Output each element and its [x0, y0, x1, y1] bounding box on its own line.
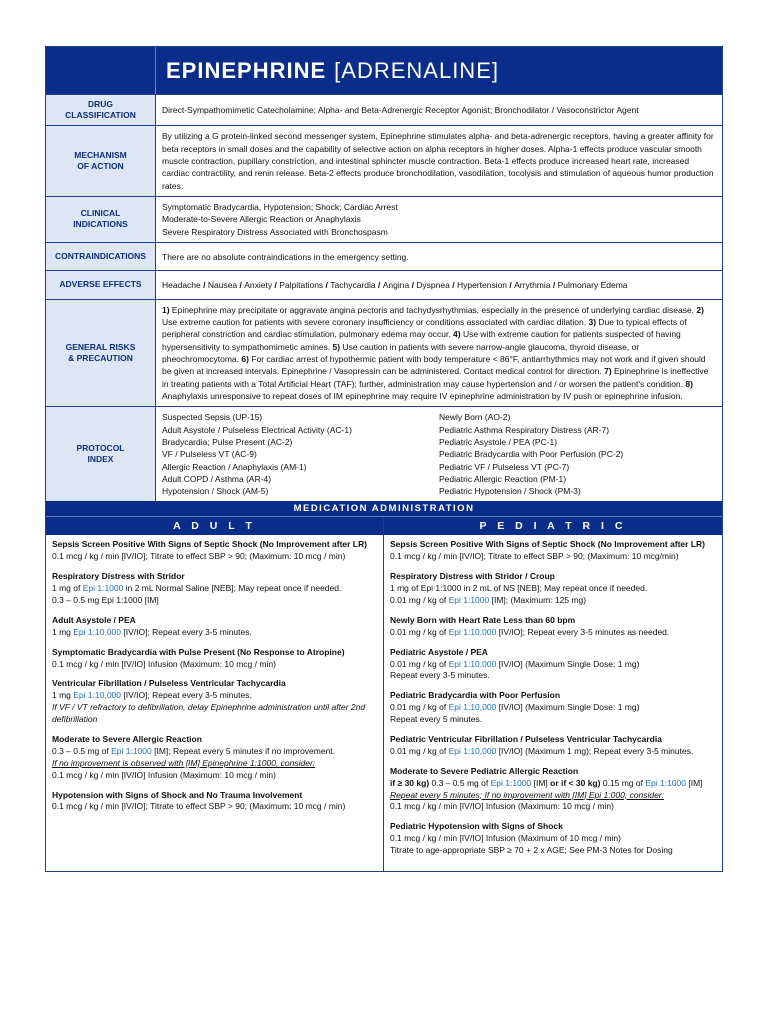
risk-text: Epinephrine may precipitate or aggravate angina pectoris and tachydysrhythmias, especially in the presence of underlying cardiac disease. [169, 304, 697, 315]
adverse-separator: / [375, 280, 383, 291]
risk-text: Use extreme caution for patients with severe coronary insufficiency or conditions associated with cardiac dilation. [162, 317, 589, 328]
dosing-entry [390, 539, 716, 563]
protocol-item: Allergic Reaction / Anaphylaxis (AM-1) [162, 461, 307, 472]
dosing-text: Titrate to age-appropriate SBP ≥ 70 + 2 x AGE; See PM-3 Notes for Dosing [390, 845, 673, 856]
row-adverse-effects [46, 271, 722, 299]
epi-concentration: Epi 1:1000 [645, 777, 686, 788]
dosing-heading: Pediatric Bradycardia with Poor Perfusion [390, 690, 561, 701]
dosing-line [390, 790, 716, 802]
protocol-column-left [162, 411, 439, 497]
dosing-text: [IV/IO] (Maximum Single Dose: 1 mg) [496, 658, 640, 669]
epi-concentration: Epi 1:1000 [111, 745, 152, 756]
row-protocol-index [46, 407, 722, 501]
adverse-separator: / [323, 280, 331, 291]
dosing-line [390, 845, 716, 857]
dosing-line [52, 758, 377, 770]
dosing-line [52, 770, 377, 782]
adverse-effects-list [156, 271, 722, 298]
protocol-item: Suspected Sepsis (UP-15) [162, 412, 263, 423]
adverse-effect-item: Anxiety [244, 280, 273, 291]
row-contraindications [46, 243, 722, 271]
indications-list [156, 197, 722, 242]
drug-title [156, 47, 722, 94]
dosing-entry [52, 647, 377, 671]
adverse-effect-item: Pulmonary Edema [557, 280, 628, 291]
dosing-heading: Pediatric Ventricular Fibrillation / Pulseless Ventricular Tachycardia [390, 734, 662, 745]
risk-text: Anaphylaxis unresponsive to repeat doses of IM epinephrine may require IV epinephrine administration by IV push or epinephrine infusion. [162, 390, 683, 401]
indication-item: Severe Respiratory Distress Associated with Bronchospasm [162, 226, 388, 237]
risk-number: 1) [162, 304, 170, 315]
protocol-item: Adult COPD / Asthma (AR-4) [162, 473, 272, 484]
dosing-text: If VF / VT refractory to defibrillation, delay Epinephrine administration until after 2nd defibrillation [52, 702, 366, 725]
risk-text: Due to typical effects of peripheral constriction and cardiac stimulation, pulmonary edema may occur. [162, 317, 687, 340]
dosing-line [52, 551, 377, 563]
adverse-effect-item: Dyspnea [416, 280, 450, 291]
risk-text: Epinephrine is ineffective in treating patients with a Total Artificial Heart (TAF); further, administration may cause hypertension and / or worsen the patient's condition. [162, 366, 709, 389]
dosing-heading: Moderate to Severe Allergic Reaction [52, 734, 202, 745]
risk-number: 7) [604, 366, 612, 377]
dosing-text: 0.01 mg / kg of [390, 595, 449, 605]
dosing-heading: Sepsis Screen Positive With Signs of Septic Shock (No Improvement after LR) [52, 539, 367, 550]
protocol-item: Adult Asystole / Pulseless Electrical Activity (AC-1) [162, 424, 352, 435]
contraindications-text: There are no absolute contraindications in the emergency setting. [162, 251, 409, 262]
dosing-text: Repeat every 5 minutes. [390, 714, 483, 725]
dosing-heading: Ventricular Fibrillation / Pulseless Ventricular Tachycardia [52, 678, 286, 689]
dosing-text: 1 mg of Epi 1:1000 in 2 mL of NS [NEB]; May repeat once if needed. [390, 583, 648, 594]
adverse-effect-item: Angina [382, 280, 410, 291]
dosing-entry [390, 615, 716, 639]
dosing-entry [52, 615, 377, 639]
drug-alt-name: [ADRENALINE] [334, 57, 499, 83]
dosing-entry [52, 571, 377, 607]
dosing-heading: Newly Born with Heart Rate Less than 60 bpm [390, 614, 576, 625]
risk-number: 3) [588, 317, 597, 328]
dosing-line [390, 746, 716, 758]
row-classification [46, 95, 722, 126]
dosing-line [52, 690, 377, 702]
dosing-text: [IM]; Repeat every 5 minutes if no improvement. [151, 745, 336, 756]
dosing-heading: Hypotension with Signs of Shock and No Trauma Involvement [52, 789, 303, 800]
adverse-effect-item: Headache [162, 280, 201, 291]
dosing-text: 0.1 mcg / kg / min [IV/IO]; Titrate to effect SBP > 90; (Maximum: 10 mcg/min) [390, 551, 679, 562]
dosing-text: 1 mg [52, 626, 74, 637]
adverse-separator: / [409, 280, 417, 291]
dosing-heading: Pediatric Asystole / PEA [390, 646, 488, 657]
dosing-text: if ≥ 30 kg) [390, 777, 430, 788]
epi-concentration: Epi 1:10,000 [448, 658, 497, 669]
dosing-entry [52, 539, 377, 563]
adverse-separator: / [272, 280, 280, 291]
row-indications [46, 197, 722, 243]
label-mechanism: MECHANISM OF ACTION [46, 126, 156, 196]
risk-number: 2) [696, 304, 704, 315]
epi-concentration: Epi 1:1000 [490, 777, 532, 788]
dosing-line [390, 659, 716, 671]
dosing-entry [390, 690, 716, 726]
pediatric-header: P E D I A T R I C [384, 517, 722, 535]
dosing-line [52, 627, 377, 639]
dosing-heading: Moderate to Severe Pediatric Allergic Reaction [390, 765, 579, 776]
label-classification: DRUG CLASSIFICATION [46, 95, 156, 125]
dosing-line [390, 778, 716, 790]
dosing-line [52, 595, 377, 607]
adverse-separator: / [550, 280, 558, 291]
dosing-text: in 2 mL Normal Saline [NEB]; May repeat once if needed. [123, 583, 342, 594]
dosing-line [390, 714, 716, 726]
dosing-line [52, 583, 377, 595]
risk-number: 4) [453, 329, 461, 340]
adverse-separator: / [237, 280, 245, 291]
risks-text [156, 300, 722, 407]
protocol-item: Newly Born (AO-2) [439, 412, 511, 423]
epi-concentration: Epi 1:1000 [448, 595, 490, 605]
dosing-line [390, 833, 716, 845]
protocol-item: Pediatric Asthma Respiratory Distress (AR-7) [439, 424, 610, 435]
pediatric-column [384, 517, 722, 871]
classification-text: Direct-Sympathomimetic Catecholamine; Alpha- and Beta-Adrenergic Receptor Agonist; Bronchodilator / Vasoconstrictor Agent [162, 105, 639, 115]
adult-column [46, 517, 384, 871]
dosing-line [390, 583, 716, 595]
mechanism-text: By utilizing a G protein-linked second messenger system, Epinephrine stimulates alpha- and beta-adrenergic receptors, having a greater affinity for beta receptors in small doses and the capability of selective action on alpha receptors in higher doses. Alpha-1 effects produce vascular smooth muscle contraction, pupillary constriction, and intestinal sphincter muscle contraction. Beta-1 effects produce increased heart rate, increased cardiac contractility, and renin release. Beta-2 effects produce bronchodilation, vasodilation, tocolysis and stimulation of aqueous humor production rates. [162, 131, 714, 191]
protocol-item: Pediatric Asystole / PEA (PC-1) [439, 436, 558, 447]
dosing-entry [390, 571, 716, 607]
dosing-text: 1 mg of [52, 583, 83, 594]
dosing-text: If no improvement is observed with [IM] Epinephrine 1:1000, consider: [52, 757, 316, 768]
dosing-text: Repeat every 5 minutes; If no improvement with [IM] Epi 1:000, consider: [390, 789, 665, 800]
risk-number: 5) [332, 341, 341, 352]
protocol-index [156, 407, 722, 501]
protocol-item: Hypotension / Shock (AM-5) [162, 486, 269, 497]
dosing-text: 0.3 – 0.5 mg of [429, 777, 491, 788]
dosing-entry [52, 790, 377, 814]
title-bar [46, 47, 722, 95]
protocol-item: Pediatric Bradycardia with Poor Perfusion (PC-2) [439, 449, 624, 460]
dosing-entry [390, 734, 716, 758]
dosing-line [52, 801, 377, 813]
dosing-text: 0.01 mg / kg of [390, 626, 449, 637]
dosing-entry [390, 766, 716, 814]
protocol-item: Pediatric VF / Pulseless VT (PC-7) [439, 461, 570, 472]
adverse-effect-item: Arrythmia [514, 280, 551, 291]
risk-number: 8) [685, 378, 693, 389]
dosing-text: [IV/IO]; Repeat every 3-5 minutes. [121, 626, 252, 637]
epi-concentration: Epi 1:10,000 [448, 626, 497, 637]
risk-text: For cardiac arrest of hypothermic patient with body temperature < 86°F, antiarrhythmics may not work and if given should be given at increased intervals. Epinephrine / Vasopressin can be administered. Contact medical control for direction. [162, 354, 706, 377]
dosing-text: 0.01 mg / kg of [390, 702, 449, 713]
administration-columns [46, 517, 722, 871]
dosing-text: 0.1 mcg / kg / min [IV/IO]; Titrate to effect SBP > 90; (Maximum: 10 mcg / min) [52, 801, 346, 812]
dosing-text: 0.15 mg of [600, 777, 646, 788]
dosing-text: [IV/IO]; Repeat every 3-5 minutes. [121, 690, 252, 701]
protocol-column-right [439, 411, 716, 497]
epi-concentration: Epi 1:1000 [82, 583, 124, 594]
dosing-text: 0.1 mcg / kg / min [IV/IO] Infusion (Maximum: 10 mcg / min) [52, 658, 276, 669]
dosing-line [390, 670, 716, 682]
dosing-line [390, 551, 716, 563]
adverse-separator: / [507, 280, 515, 291]
risk-text: Use caution in patients with severe narrow-angle glaucoma, thyroid disease, or pheochromocytoma. [162, 341, 640, 364]
adult-entries [46, 535, 383, 827]
dosing-text: [IM]; (Maximum: 125 mg) [489, 595, 587, 605]
dosing-line [390, 627, 716, 639]
dosing-text: 1 mg [52, 690, 74, 701]
dosing-heading: Symptomatic Bradycardia with Pulse Present (No Response to Atropine) [52, 646, 345, 657]
dosing-text: 0.1 mcg / kg / min [IV/IO] Infusion (Maximum of 10 mcg / min) [390, 833, 621, 844]
dosing-text: [IV/IO] (Maximum Single Dose: 1 mg) [496, 702, 640, 713]
label-contraindications: CONTRAINDICATIONS [46, 243, 156, 270]
dosing-entry [390, 821, 716, 857]
label-adverse-effects: ADVERSE EFFECTS [46, 271, 156, 298]
dosing-line [52, 659, 377, 671]
drug-reference-sheet [45, 46, 723, 872]
adverse-effect-item: Hypertension [456, 280, 508, 291]
epi-concentration: Epi 1:10,000 [73, 690, 121, 701]
protocol-item: Bradycardia; Pulse Present (AC-2) [162, 436, 293, 447]
epi-concentration: Epi 1:10,000 [73, 626, 121, 637]
dosing-text: or if < 30 kg) [550, 777, 601, 788]
dosing-line [52, 746, 377, 758]
adult-header: A D U L T [46, 517, 383, 535]
title-spacer [46, 47, 156, 94]
dosing-line [390, 595, 716, 607]
dosing-text: [IM] [531, 777, 551, 788]
dosing-heading: Respiratory Distress with Stridor [52, 571, 185, 582]
dosing-text: Repeat every 3-5 minutes. [390, 670, 490, 681]
pediatric-entries [384, 535, 722, 871]
dosing-line [390, 702, 716, 714]
protocol-item: VF / Pulseless VT (AC-9) [162, 449, 257, 460]
epi-concentration: Epi 1:10,000 [448, 702, 497, 713]
dosing-line [390, 801, 716, 813]
protocol-item: Pediatric Allergic Reaction (PM-1) [439, 473, 567, 484]
dosing-text: 0.1 mcg / kg / min [IV/IO] Infusion (Maximum: 10 mcg / min) [390, 801, 614, 812]
label-protocol-index: PROTOCOL INDEX [46, 407, 156, 501]
indication-item: Symptomatic Bradycardia, Hypotension; Shock; Cardiac Arrest [162, 201, 398, 212]
adverse-separator: / [449, 280, 457, 291]
dosing-heading: Adult Asystole / PEA [52, 614, 136, 625]
adverse-effect-item: Palpitations [279, 280, 324, 291]
dosing-entry [52, 734, 377, 782]
dosing-text: 0.3 – 0.5 mg of [52, 745, 112, 756]
dosing-text: [IM] [686, 777, 703, 788]
dosing-text: 0.01 mg / kg of [390, 658, 449, 669]
epi-concentration: Epi 1:10,000 [448, 745, 497, 756]
dosing-heading: Pediatric Hypotension with Signs of Shock [390, 821, 563, 832]
dosing-entry [52, 678, 377, 726]
label-indications: CLINICAL INDICATIONS [46, 197, 156, 242]
adverse-effect-item: Tachycardia [330, 280, 376, 291]
risk-number: 6) [241, 354, 249, 364]
protocol-item: Pediatric Hypotension / Shock (PM-3) [439, 486, 581, 497]
dosing-text: [IV/IO] (Maximum 1 mg); Repeat every 3-5 minutes. [496, 745, 694, 756]
dosing-text: 0.1 mcg / kg / min [IV/IO] Infusion (Maximum: 10 mcg / min) [52, 769, 276, 780]
adverse-effect-item: Nausea [207, 280, 238, 291]
dosing-entry [390, 647, 716, 683]
dosing-text: 0.1 mcg / kg / min [IV/IO]; Titrate to effect SBP > 90; (Maximum: 10 mcg / min) [52, 551, 346, 562]
drug-name: EPINEPHRINE [166, 57, 327, 83]
adverse-separator: / [200, 280, 208, 291]
indication-item: Moderate-to-Severe Allergic Reaction or Anaphylaxis [162, 214, 361, 225]
label-risks: GENERAL RISKS & PRECAUTION [46, 300, 156, 407]
dosing-text: 0.01 mg / kg of [390, 745, 449, 756]
dosing-heading: Respiratory Distress with Stridor / Croup [390, 571, 555, 582]
row-risks [46, 300, 722, 408]
dosing-line [52, 702, 377, 726]
row-mechanism [46, 126, 722, 197]
dosing-heading: Sepsis Screen Positive With Signs of Septic Shock (No Improvement after LR) [390, 539, 705, 550]
medication-administration-header: MEDICATION ADMINISTRATION [46, 501, 722, 517]
dosing-text: [IV/IO]; Repeat every 3-5 minutes as needed. [496, 626, 670, 637]
risk-text: Use with extreme caution for patients suspected of having hypersensitivity to sympathomimetic amines. [162, 329, 681, 352]
dosing-text: 0.3 – 0.5 mg Epi 1:1000 [IM] [52, 595, 159, 605]
